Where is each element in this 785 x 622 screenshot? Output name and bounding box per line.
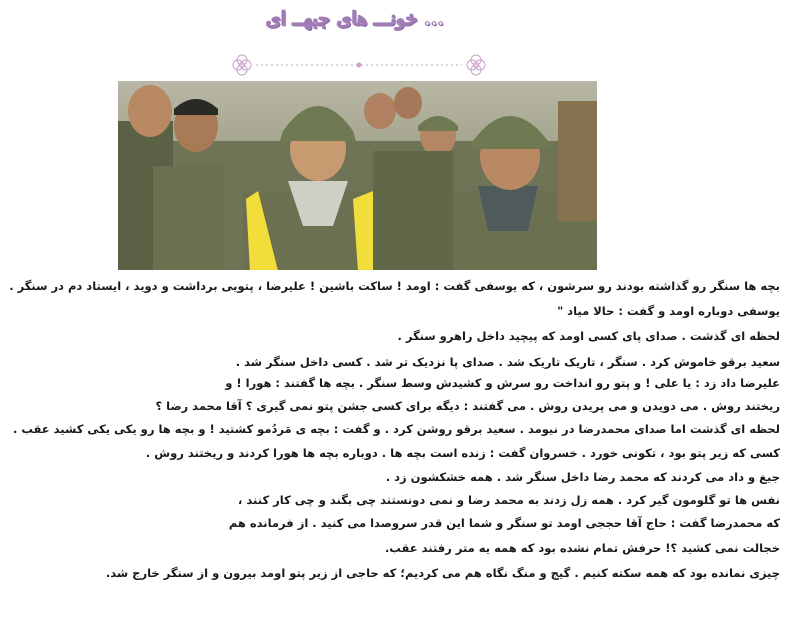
paragraph: لحظه ای گذشت . صدای پای کسی اومد که پیچید داخل راهرو سنگر . xyxy=(397,329,780,343)
right-flower-icon xyxy=(467,55,485,75)
paragraph: سعید برقو خاموش کرد . سنگر ، تاریک تاریک شد . صدای پا نزدیک تر شد . کسی داخل سنگر شد . xyxy=(235,355,780,369)
paragraph: نفس ها تو گلومون گیر کرد . همه زل زدند به محمد رضا و نمی دونستند چی بگند و چی کار کنند ، xyxy=(238,493,780,507)
paragraph: جیغ و داد می کردند که محمد رضا داخل سنگر شد . همه خشکشون زد . xyxy=(385,470,780,484)
paragraph: چیزی نمانده بود که همه سکته کنیم . گیج و منگ نگاه هم می کردیم؛ که حاجی از زیر پتو اومد بیرون و از سنگر خارج شد. xyxy=(105,566,780,580)
soldiers-photo xyxy=(118,81,597,270)
story-text xyxy=(9,277,780,580)
paragraph: بچه ها سنگر رو گذاشته بودند رو سرشون ، که یوسفی گفت : اومد ! ساکت باشین ! علیرضا ، پتویی برداشت و دوید ، ایستاد دم در سنگر . xyxy=(9,279,780,293)
paragraph: یوسفی دوباره اومد و گفت : حالا میاد " xyxy=(557,304,780,318)
paragraph: کسی که زیر پتو بود ، تکونی خورد . خسروان گفت : زنده است بچه ها . دوباره بچه ها هورا کردند و ریختند روش . xyxy=(145,446,780,460)
paragraph: که محمدرضا گفت : حاج آقا حججی اومد تو سنگر و شما این قدر سروصدا می کنید . از فرمانده هم xyxy=(228,516,780,530)
paragraph: ریختند روش . می دویدن و می پریدن روش . می گفتند : دیگه برای کسی جشن پتو نمی گیری ؟ آقا محمد رضا ؟ xyxy=(155,399,780,413)
paragraph: خجالت نمی کشید ؟! حرفش تمام نشده بود که همه یه متر رفتند عقب. xyxy=(384,541,780,555)
page-title: خونـــ های جبهــ ای ... xyxy=(265,8,445,30)
floral-divider-ornament xyxy=(228,52,490,78)
center-dot-icon xyxy=(357,63,362,68)
paragraph: علیرضا داد زد : یا علی ! و پتو رو انداخت رو سرش و کشیدش وسط سنگر . بچه ها گفتند : هورا ! و xyxy=(225,376,780,390)
paragraph: لحظه ای گذشت اما صدای محمدرضا در نیومد . سعید برقو روشن کرد . و گفت : بچه ی مَردُمو کشتید ! و بچه ها رو یکی یکی کشید عقب . xyxy=(12,422,780,436)
left-flower-icon xyxy=(233,55,251,75)
soldier-left xyxy=(118,85,223,270)
